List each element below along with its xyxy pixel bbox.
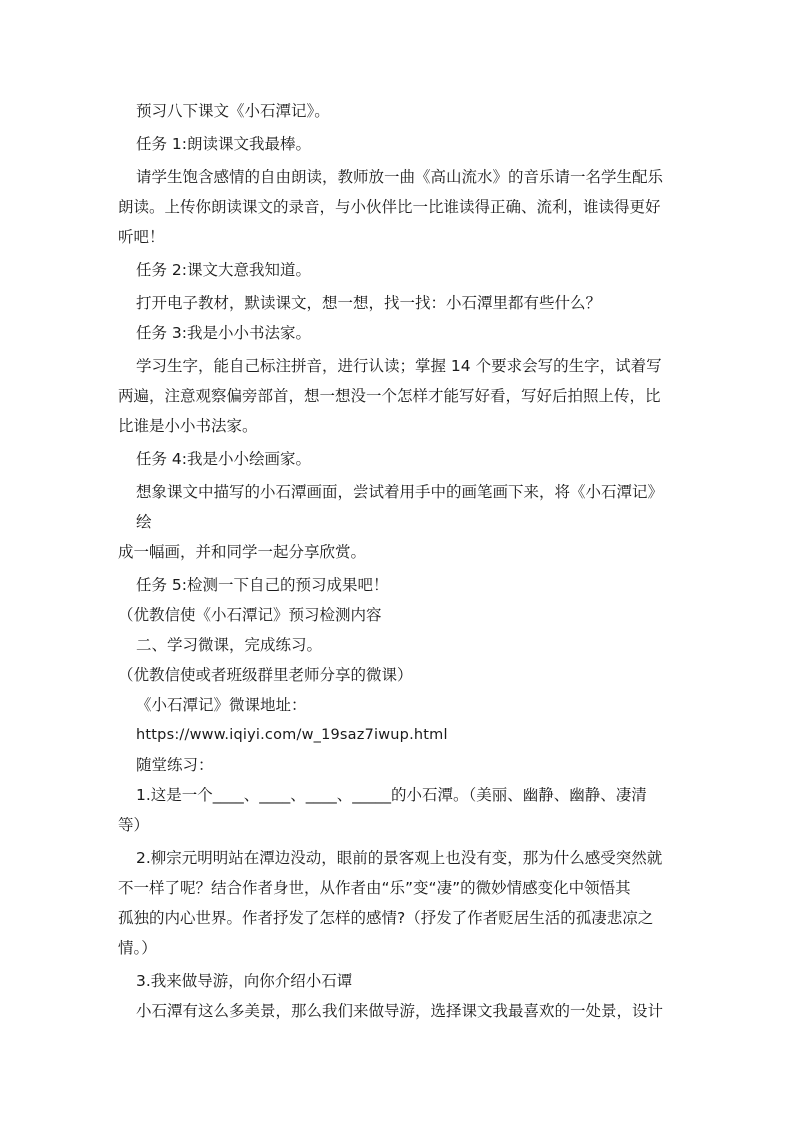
task4-line-1: 想象课文中描写的小石潭画面，尝试着用手中的画笔画下来，将《小石潭记》绘: [136, 483, 664, 531]
question-3-heading: 3.我来做导游，向你介绍小石谭: [136, 972, 353, 990]
note-microcourse-source: （优教信使或者班级群里老师分享的微课）: [118, 666, 413, 684]
question-3-line-1: 小石潭有这么多美景，那么我们来做导游，选择课文我最喜欢的一处景，设计: [136, 1002, 664, 1020]
task1-paragraph: [118, 162, 678, 252]
task3-paragraph: [118, 351, 678, 441]
task3-line-1: 学习生字，能自己标注拼音，进行认读；掌握 14 个要求会写的生字，试着写: [136, 357, 662, 375]
practice-heading: 随堂练习：: [136, 756, 214, 774]
task3-line-2: 两遍，注意观察偏旁部首，想一想没一个怎样才能写好看，写好后拍照上传，比: [118, 387, 661, 405]
microcourse-address-label: 《小石潭记》微课地址：: [136, 696, 307, 714]
question-2: [118, 843, 678, 963]
question-2-line-2: 不一样了呢？结合作者身世，从作者由“乐”变“凄”的微妙情感变化中领悟其: [118, 879, 631, 897]
preview-line: 预习八下课文《小石潭记》。: [136, 102, 330, 120]
task5-heading: 任务 5:检测一下自己的预习成果吧！: [136, 576, 389, 594]
task2-paragraph: 打开电子教材，默读课文，想一想，找一找：小石潭里都有些什么？: [136, 294, 602, 312]
task4-heading: 任务 4:我是小小绘画家。: [136, 450, 312, 468]
note-preview-check: （优教信使《小石潭记》预习检测内容: [118, 606, 382, 624]
microcourse-url: https://www.iqiyi.com/w_19saz7iwup.html: [136, 727, 448, 743]
question-2-line-3: 孤独的内心世界。作者抒发了怎样的感情?（抒发了作者贬居生活的孤凄悲凉之: [118, 909, 654, 927]
question-1-line-1: 1.这是一个____、____、____、_____的小石潭。（美丽、幽静、幽静、凄清: [136, 786, 647, 804]
section-two-heading: 二、学习微课，完成练习。: [136, 636, 323, 654]
question-1-line-2: 等）: [118, 816, 150, 834]
task3-heading: 任务 3:我是小小书法家。: [136, 324, 312, 342]
document-body: [118, 96, 678, 1026]
task1-line-3: 听吧！: [118, 228, 165, 246]
task1-heading: 任务 1:朗读课文我最棒。: [136, 135, 312, 153]
question-3-paragraph: [118, 996, 678, 1026]
task1-line-1: 请学生饱含感情的自由朗读，教师放一曲《高山流水》的音乐请一名学生配乐: [136, 168, 664, 186]
question-2-line-1: 2.柳宗元明明站在潭边没动，眼前的景客观上也没有变，那为什么感受突然就: [136, 849, 663, 867]
task3-line-3: 比谁是小小书法家。: [118, 417, 258, 435]
task4-paragraph: [118, 477, 678, 567]
task4-line-2: 成一幅画，并和同学一起分享欣赏。: [118, 543, 367, 561]
question-2-line-4: 情。）: [118, 939, 157, 957]
question-1: [118, 780, 678, 840]
task1-line-2: 朗读。上传你朗读课文的录音，与小伙伴比一比谁读得正确、流利，谁读得更好: [118, 198, 661, 216]
task2-heading: 任务 2:课文大意我知道。: [136, 261, 312, 279]
